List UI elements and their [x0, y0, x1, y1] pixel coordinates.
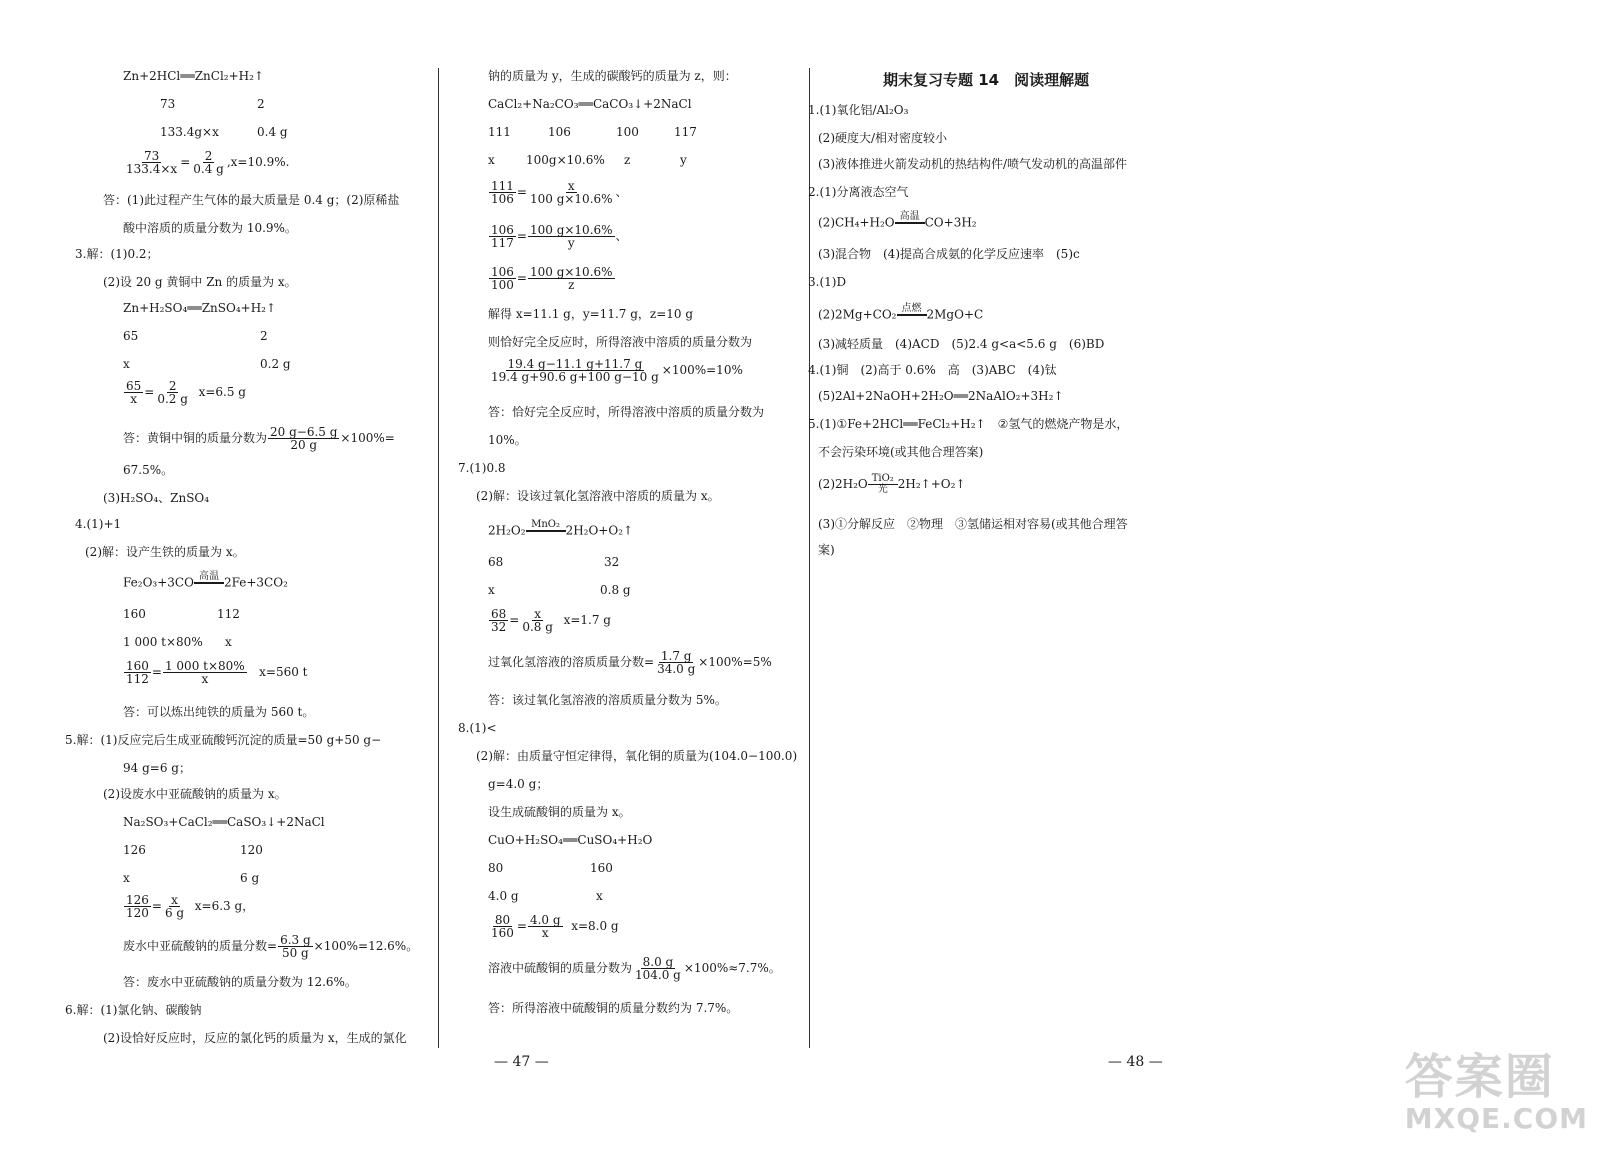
answer-text: 酸中溶质的质量分数为 10.9%。 — [123, 221, 297, 235]
question-6: 6.解：(1)氯化钠、碳酸钠 — [65, 1003, 202, 1017]
proportion: $\frac{160}{112}$ = $\frac{1 000 t\times 80\%}{x}$ x=560 t — [126, 659, 308, 686]
column-divider — [809, 68, 810, 1048]
mass-label: 106 — [548, 125, 571, 139]
mass-fraction: 废水中亚硫酸钠的质量分数= $\frac{6.3 g}{50 g}$ ×100%=12.6%。 — [123, 933, 419, 960]
watermark — [1404, 1049, 1588, 1135]
answer-line: (3)液体推进火箭发动机的热结构件/喷气发动机的高温部件 — [818, 157, 1128, 171]
step-text: 则恰好完全反应时，所得溶液中溶质的质量分数为 — [488, 335, 753, 349]
step-text: (2)解：设产生铁的质量为 x。 — [85, 545, 245, 559]
step-text: 设生成硫酸铜的质量为 x。 — [488, 805, 631, 819]
mass-label: 120 — [240, 843, 263, 857]
mass-value: 1 000 t×80% — [123, 635, 203, 649]
page-number-left: — 47 — — [494, 1054, 549, 1070]
mass-value: x — [488, 583, 495, 597]
step-text: (2)设恰好反应时，反应的氯化钙的质量为 x，生成的氯化 — [103, 1031, 407, 1045]
step-text: (2)解：由质量守恒定律得，氧化铜的质量为(104.0−100.0) — [476, 749, 798, 763]
step-text: (3)H₂SO₄、ZnSO₄ — [103, 491, 210, 505]
mass-label: 73 — [160, 97, 176, 111]
answer-text: 答：该过氧化氢溶液的溶质质量分数为 5%。 — [488, 693, 727, 707]
section-title: 期末复习专题 14 阅读理解题 — [883, 71, 1090, 89]
mass-fraction: 溶液中硫酸铜的质量分数为 $\frac{8.0 g}{104.0 g}$ ×100%≈7.7%。 — [488, 955, 781, 982]
answer-line: (3)①分解反应 ②物理 ③氢储运相对容易(或其他合理答 — [818, 517, 1128, 531]
answer-line: (2)硬度大/相对密度较小 — [818, 131, 948, 145]
answer-line: 5.(1)①Fe+2HCl══FeCl₂+H₂↑ ②氢气的燃烧产物是水， — [808, 417, 1129, 431]
mass-value: 100g×10.6% — [526, 153, 605, 167]
answer-line: 案) — [818, 543, 835, 557]
proportion: $\frac{106}{100}$ = $\frac{100 g\times 10.6\%}{z}$ — [491, 265, 613, 292]
equation: Na₂SO₃+CaCl₂══CaSO₃↓+2NaCl — [123, 815, 325, 829]
question-5: 5.解：(1)反应完后生成亚硫酸钙沉淀的质量=50 g+50 g− — [65, 733, 382, 747]
mass-value: 0.8 g — [600, 583, 631, 597]
answer-text: 10%。 — [488, 433, 527, 447]
answer-text: 答：(1)此过程产生气体的最大质量是 0.4 g；(2)原稀盐 — [103, 193, 400, 207]
answer-line: 3.(1)D — [808, 275, 847, 289]
answer-line: 4.(1)铜 (2)高于 0.6% 高 (3)ABC (4)钛 — [808, 363, 1057, 377]
proportion: $\frac{111}{106}$ = $\frac{x}{100 g\times 10.6\%}$ 、 — [491, 179, 628, 206]
mass-label: 65 — [123, 329, 139, 343]
mass-label: 112 — [217, 607, 240, 621]
step-text: (2)解：设该过氧化氢溶液中溶质的质量为 x。 — [476, 489, 720, 503]
mass-label: 117 — [674, 125, 697, 139]
proportion: $\frac{65}{x}$ = $\frac{2}{0.2 g}$ x=6.5 g — [126, 379, 246, 406]
equation: Fe₂O₃+3CO 高温 2Fe+3CO₂ — [123, 571, 288, 590]
mass-label: 160 — [590, 861, 613, 875]
mass-value: x — [488, 153, 495, 167]
equation: 2H₂O₂ MnO₂ 2H₂O+O₂↑ — [488, 519, 634, 538]
watermark-url: MXQE.COM — [1404, 1102, 1588, 1135]
step-text: (2)设 20 g 黄铜中 Zn 的质量为 x。 — [103, 275, 297, 289]
proportion: $\frac{73}{133.4\times x}$ = $\frac{2}{0.4 g}$ ,x=10.9%. — [126, 149, 290, 176]
question-7: 7.(1)0.8 — [458, 461, 506, 475]
mass-fraction: 过氧化氢溶液的溶质质量分数= $\frac{1.7 g}{34.0 g}$ ×100%=5% — [488, 649, 772, 676]
mass-value: 4.0 g — [488, 889, 519, 903]
question-8: 8.(1)< — [458, 721, 497, 735]
column-divider — [438, 68, 439, 1048]
watermark-logo: 答案圈 — [1404, 1049, 1555, 1105]
proportion: $\frac{126}{120}$ = $\frac{x}{6 g}$ x=6.3 g， — [126, 893, 255, 920]
equation: Zn+H₂SO₄══ZnSO₄+H₂↑ — [123, 301, 277, 315]
answer-text: 答：所得溶液中硫酸铜的质量分数约为 7.7%。 — [488, 1001, 739, 1015]
mass-value: 0.2 g — [260, 357, 291, 371]
question-4: 4.(1)+1 — [75, 517, 122, 531]
answer-line: 1.(1)氧化铝/Al₂O₃ — [808, 103, 909, 117]
mass-value: y — [680, 153, 687, 167]
answer-line: 2.(1)分离液态空气 — [808, 185, 909, 199]
proportion: $\frac{80}{160}$ = $\frac{4.0 g}{x}$ x=8.0 g — [491, 913, 619, 940]
step-text: g=4.0 g； — [488, 777, 549, 791]
answer-line: 不会污染环境(或其他合理答案) — [818, 445, 984, 459]
answer-text: 答：黄铜中铜的质量分数为 $\frac{20 g-6.5 g}{20 g}$ ×100%= — [123, 425, 395, 452]
answer-text: 答：恰好完全反应时，所得溶液中溶质的质量分数为 — [488, 405, 765, 419]
mass-label: 111 — [488, 125, 511, 139]
mass-label: 100 — [616, 125, 639, 139]
proportion: $\frac{68}{32}$ = $\frac{x}{0.8 g}$ x=1.7 g — [491, 607, 611, 634]
mass-value: x — [123, 357, 130, 371]
equation: CaCl₂+Na₂CO₃══CaCO₃↓+2NaCl — [488, 97, 692, 111]
step-text: 钠的质量为 y，生成的碳酸钙的质量为 z，则： — [488, 69, 737, 83]
step-text: 解得 x=11.1 g，y=11.7 g，z=10 g — [488, 307, 694, 321]
mass-label: 160 — [123, 607, 146, 621]
equation: (2)CH₄+H₂O 高温 CO+3H₂ — [818, 211, 977, 230]
mass-label: 126 — [123, 843, 146, 857]
mass-value: 133.4g×x — [160, 125, 219, 139]
answer-text: 67.5%。 — [123, 463, 174, 477]
answer-line: (3)混合物 (4)提高合成氨的化学反应速率 (5)c — [818, 247, 1080, 261]
equation: (2)2Mg+CO₂ 点燃 2MgO+C — [818, 303, 984, 322]
mass-label: 32 — [604, 555, 620, 569]
mass-label: 2 — [260, 329, 268, 343]
equation: (2)2H₂O TiO₂ 光 2H₂↑+O₂↑ — [818, 473, 966, 495]
equation: Zn+2HCl══ZnCl₂+H₂↑ — [123, 69, 264, 83]
mass-value: x — [123, 871, 130, 885]
step-text: 94 g=6 g； — [123, 761, 191, 775]
answer-line: (3)减轻质量 (4)ACD (5)2.4 g<a<5.6 g (6)BD — [818, 337, 1105, 351]
mass-value: z — [624, 153, 631, 167]
answer-text: 答：废水中亚硫酸钠的质量分数为 12.6%。 — [123, 975, 357, 989]
mass-fraction: $\frac{19.4 g-11.1 g+11.7 g}{19.4 g+90.6 g+100 g-10 g}$ ×100%=10% — [491, 357, 743, 384]
proportion: $\frac{106}{117}$ = $\frac{100 g\times 10.6\%}{y}$ 、 — [491, 223, 628, 250]
mass-value: x — [225, 635, 232, 649]
page-number-right: — 48 — — [1108, 1054, 1163, 1070]
answer-text: 答：可以炼出纯铁的质量为 560 t。 — [123, 705, 315, 719]
mass-value: 6 g — [240, 871, 260, 885]
mass-value: x — [596, 889, 603, 903]
equation: CuO+H₂SO₄══CuSO₄+H₂O — [488, 833, 653, 847]
mass-label: 2 — [257, 97, 265, 111]
mass-label: 80 — [488, 861, 504, 875]
question-3: 3.解：(1)0.2； — [75, 247, 159, 261]
equation: (5)2Al+2NaOH+2H₂O══2NaAlO₂+3H₂↑ — [818, 389, 1064, 403]
mass-value: 0.4 g — [257, 125, 288, 139]
mass-label: 68 — [488, 555, 504, 569]
step-text: (2)设废水中亚硫酸钠的质量为 x。 — [103, 787, 287, 801]
